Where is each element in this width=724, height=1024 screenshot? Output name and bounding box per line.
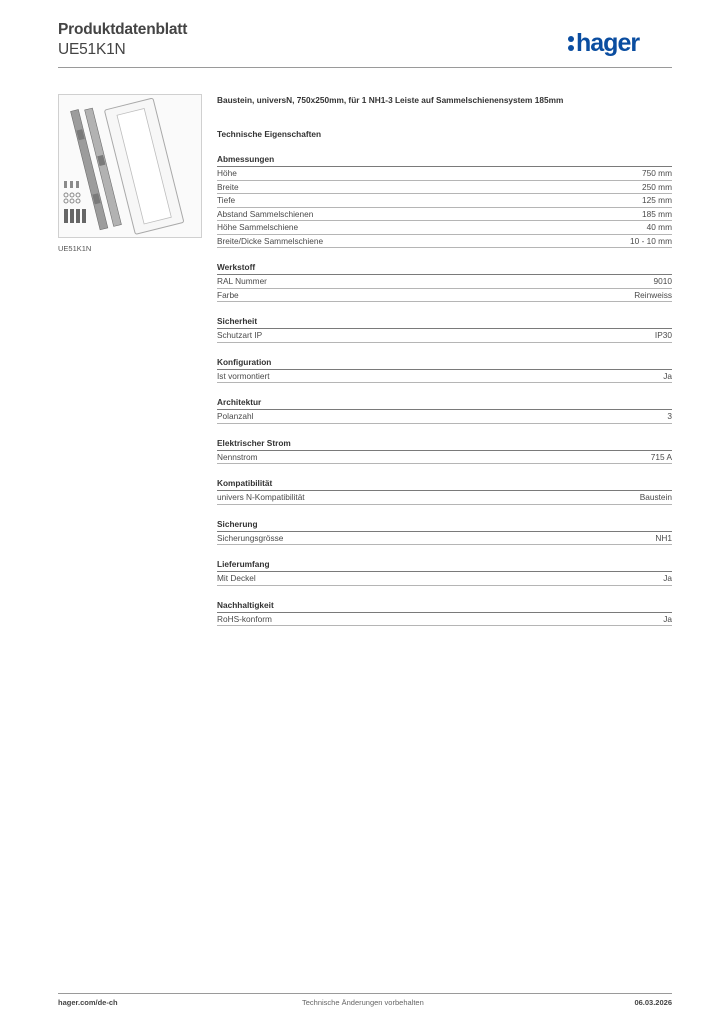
- spec-value: 715 A: [650, 451, 672, 462]
- spec-section: [217, 397, 672, 424]
- document-title: Produktdatenblatt: [58, 21, 188, 38]
- spec-section: [217, 357, 672, 384]
- image-caption: UE51K1N: [58, 244, 92, 253]
- footer-website: hager.com/de-ch: [58, 998, 118, 1007]
- spec-section: [217, 559, 672, 586]
- spec-row: [217, 194, 672, 208]
- spec-section-title: Elektrischer Strom: [217, 438, 672, 451]
- spec-label: Ist vormontiert: [217, 370, 270, 381]
- hager-logo: [566, 27, 674, 57]
- spec-row: [217, 235, 672, 249]
- spec-label: Polanzahl: [217, 411, 254, 421]
- spec-value: Reinweiss: [634, 289, 672, 300]
- spec-section: [217, 438, 672, 465]
- spec-row: [217, 613, 672, 627]
- spec-section: [217, 154, 672, 248]
- spec-label: Breite: [217, 181, 239, 192]
- spec-section-title: Nachhaltigkeit: [217, 600, 672, 613]
- spec-row: [217, 329, 672, 343]
- spec-label: univers N-Kompatibilität: [217, 492, 305, 502]
- spec-value: Ja: [663, 573, 672, 583]
- product-code: UE51K1N: [58, 41, 126, 58]
- spec-label: Breite/Dicke Sammelschiene: [217, 235, 324, 246]
- spec-value: 125 mm: [642, 195, 672, 205]
- spec-value: 185 mm: [642, 208, 672, 219]
- spec-value: NH1: [655, 532, 672, 543]
- spec-row: [217, 167, 672, 181]
- spec-section-title: Kompatibilität: [217, 478, 672, 491]
- spec-label: Höhe Sammelschiene: [217, 222, 299, 232]
- spec-section: [217, 316, 672, 343]
- spec-row: [217, 289, 672, 303]
- spec-value: 3: [667, 411, 672, 421]
- spec-value: Ja: [663, 613, 672, 624]
- spec-label: Farbe: [217, 289, 239, 300]
- spec-value: 10 - 10 mm: [630, 235, 672, 246]
- spec-label: Nennstrom: [217, 451, 258, 462]
- product-details: [217, 95, 672, 626]
- header-divider: [58, 67, 672, 68]
- spec-row: [217, 221, 672, 235]
- spec-row: [217, 491, 672, 505]
- spec-value: IP30: [654, 330, 672, 340]
- spec-section-title: Konfiguration: [217, 357, 672, 370]
- spec-section: [217, 600, 672, 627]
- spec-section: [217, 262, 672, 302]
- spec-section-title: Sicherung: [217, 519, 672, 532]
- spec-row: [217, 410, 672, 424]
- spec-value: 750 mm: [642, 168, 672, 178]
- spec-section-title: Abmessungen: [217, 154, 672, 167]
- product-description: Baustein, universN, 750x250mm, für 1 NH1-3 Leiste auf Sammelschienensystem 185mm: [217, 95, 564, 105]
- spec-label: RAL Nummer: [217, 276, 267, 286]
- spec-row: [217, 208, 672, 222]
- technical-properties-heading: Technische Eigenschaften: [217, 129, 322, 139]
- spec-label: Sicherungsgrösse: [217, 532, 284, 543]
- spec-row: [217, 275, 672, 289]
- spec-row: [217, 181, 672, 195]
- spec-section-title: Lieferumfang: [217, 559, 672, 572]
- spec-section: [217, 519, 672, 546]
- spec-label: Abstand Sammelschienen: [217, 208, 314, 219]
- spec-row: [217, 370, 672, 384]
- spec-row: [217, 532, 672, 546]
- logo-text: hager: [576, 29, 640, 57]
- spec-label: Mit Deckel: [217, 573, 256, 583]
- document-header: [58, 20, 187, 59]
- product-image: [58, 94, 202, 238]
- product-illustration: [59, 95, 201, 237]
- spec-label: Tiefe: [217, 195, 236, 205]
- spec-label: Höhe: [217, 168, 237, 178]
- spec-value: 9010: [653, 276, 672, 286]
- spec-section-title: Sicherheit: [217, 316, 672, 329]
- spec-row: [217, 451, 672, 465]
- footer-divider: [58, 993, 672, 994]
- spec-value: Baustein: [639, 492, 672, 502]
- footer-date: 06.03.2026: [634, 998, 672, 1007]
- footer-notice: Technische Änderungen vorbehalten: [302, 998, 424, 1007]
- specification-sections: [217, 154, 672, 626]
- spec-section: [217, 478, 672, 505]
- spec-row: [217, 572, 672, 586]
- spec-value: Ja: [663, 370, 672, 381]
- spec-value: 40 mm: [646, 222, 672, 232]
- spec-label: Schutzart IP: [217, 330, 263, 340]
- spec-section-title: Werkstoff: [217, 262, 672, 275]
- spec-value: 250 mm: [642, 181, 672, 192]
- spec-section-title: Architektur: [217, 397, 672, 410]
- spec-label: RoHS-konform: [217, 613, 272, 624]
